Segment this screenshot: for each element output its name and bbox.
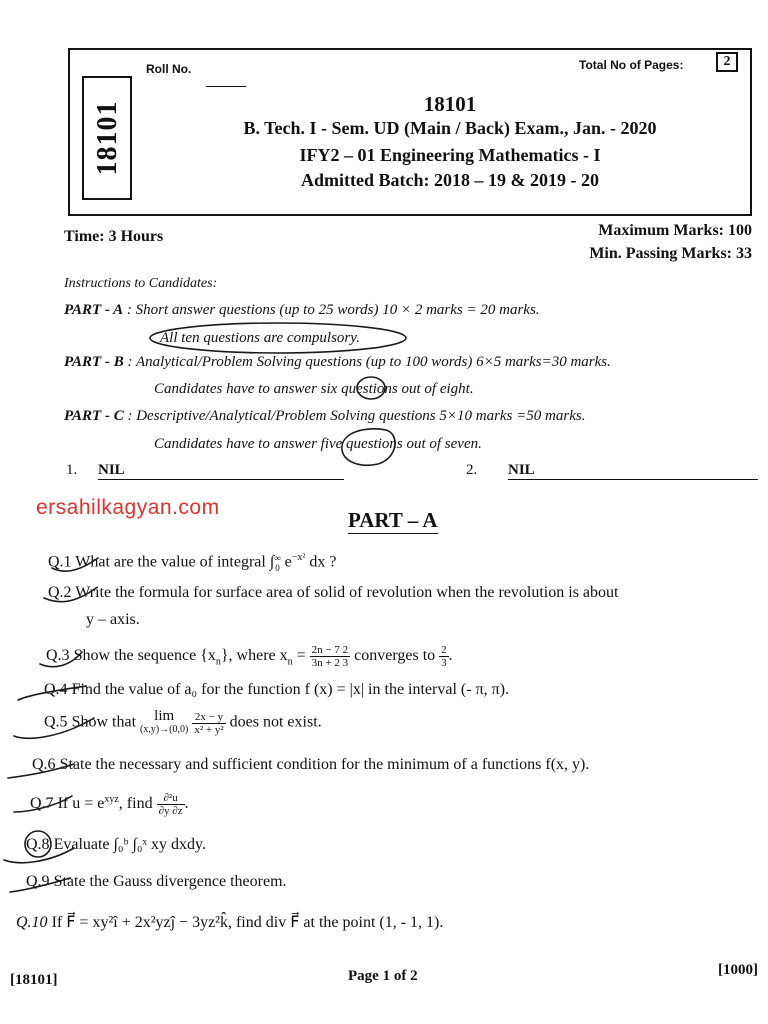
question-4-number: Q.4 (44, 681, 68, 698)
part-a-heading: PART – A (348, 508, 438, 532)
subject-title: IFY2 – 01 Engineering Mathematics - I (299, 145, 601, 165)
question-7-number: Q.7 (30, 795, 54, 813)
footer-paper-code: [18101] (10, 972, 58, 988)
part-c-note: Candidates have to answer five questions out of seven. (154, 436, 482, 452)
question-8-number: Q.8 (26, 836, 50, 853)
tick-q2 (44, 588, 96, 602)
part-c-text: : Descriptive/Analytical/Problem Solving questions 5×10 marks =50 marks. (127, 408, 586, 424)
exam-title: B. Tech. I - Sem. UD (Main / Back) Exam., Jan. - 2020 (243, 118, 657, 138)
footer-copies: [1000] (718, 962, 758, 978)
batch-line: Admitted Batch: 2018 – 19 & 2019 - 20 (301, 170, 599, 190)
tick-q3 (40, 652, 82, 667)
exam-time: Time: 3 Hours (64, 228, 164, 245)
part-b-note: Candidates have to answer six questions out of eight. (154, 381, 474, 397)
total-pages-value: 2 (716, 52, 738, 72)
question-1-number: Q.1 (48, 553, 72, 571)
watermark: ersahilkagyan.com (36, 496, 220, 519)
paper-code: 18101 (423, 92, 477, 116)
question-1: Q.1 What are the value of integral ∫ ∞ 0 $e^{-x^2}$ dx ? (48, 552, 337, 573)
question-3-number: Q.3 (46, 647, 70, 665)
question-10-number: Q.10 (16, 914, 48, 931)
total-pages-label: Total No of Pages: (579, 58, 684, 72)
min-passing-marks: Min. Passing Marks: 33 (589, 245, 752, 262)
part-c-label: PART - C (64, 408, 124, 424)
question-2-number: Q.2 (48, 584, 72, 601)
paper-code-vertical: 18101 (92, 100, 123, 176)
part-a-text: : Short answer questions (up to 25 words) 10 × 2 marks = 20 marks. (126, 302, 540, 318)
question-8: Q.8 Evaluate ∫₀ᵇ ∫₀ˣ xy dxdy. (26, 836, 206, 853)
item-1-number: 1. (66, 462, 78, 478)
question-5: Q.5 Show that lim (x,y)→(0,0) $\frac{2x - y}{\text{x² + y²}}$ does not exist. (44, 708, 322, 736)
tick-q5 (14, 718, 94, 738)
footer-page-number: Page 1 of 2 (348, 968, 418, 984)
question-10: Q.10 If F⃗ = xy²î + 2x²yzĵ − 3yz²k̂, find div F⃗ at the point (1, - 1, 1). (16, 914, 444, 931)
question-5-number: Q.5 (44, 713, 68, 731)
part-b-label: PART - B (64, 354, 124, 370)
circle-q8 (25, 831, 51, 857)
circle-all-ten (150, 323, 406, 353)
question-6: Q.6 State the necessary and sufficient condition for the minimum of a functions f(x, y). (32, 756, 590, 773)
question-2-continued: y – axis. (86, 611, 140, 628)
question-3: Q.3 Show the sequence $\{x_n\}$, where $x_n$ = $\frac{2n - 7 2}{3n + 2 3}$ converges to $\frac{2}{3}$ . (46, 644, 453, 669)
tick-q4 (18, 686, 86, 700)
instructions-heading: Instructions to Candidates: (64, 276, 218, 291)
question-6-number: Q.6 (32, 756, 56, 773)
part-a-note: All ten questions are compulsory. (160, 330, 360, 346)
part-a-label: PART - A (64, 302, 124, 318)
part-b-text: : Analytical/Problem Solving questions (up to 100 words) 6×5 marks=30 marks. (127, 354, 611, 370)
item-2-number: 2. (466, 462, 478, 478)
question-2: Q.2 Write the formula for surface area of solid of revolution when the revolution is about (48, 584, 619, 601)
tick-q9 (10, 878, 70, 892)
circle-five (342, 429, 395, 465)
question-7: Q.7 If $u = e^{xyz}$, find $\frac{\text{∂²u}}{\partial y \partial z}$ . (30, 792, 189, 817)
item-2-value: NIL (508, 462, 758, 480)
item-1-value: NIL (98, 462, 344, 480)
tick-q6 (8, 764, 74, 778)
question-9: Q.9 State the Gauss divergence theorem. (26, 873, 287, 890)
tick-q1 (52, 558, 98, 571)
question-4: Q.4 Find the value of a₀ for the function f (x) = |x| in the interval (- π, π). (44, 681, 510, 698)
circle-six (357, 377, 385, 399)
tick-q7 (14, 796, 72, 812)
maximum-marks: Maximum Marks: 100 (598, 222, 752, 239)
roll-no-label: Roll No. (146, 62, 192, 76)
tick-q8 (4, 848, 74, 863)
question-9-number: Q.9 (26, 873, 50, 890)
